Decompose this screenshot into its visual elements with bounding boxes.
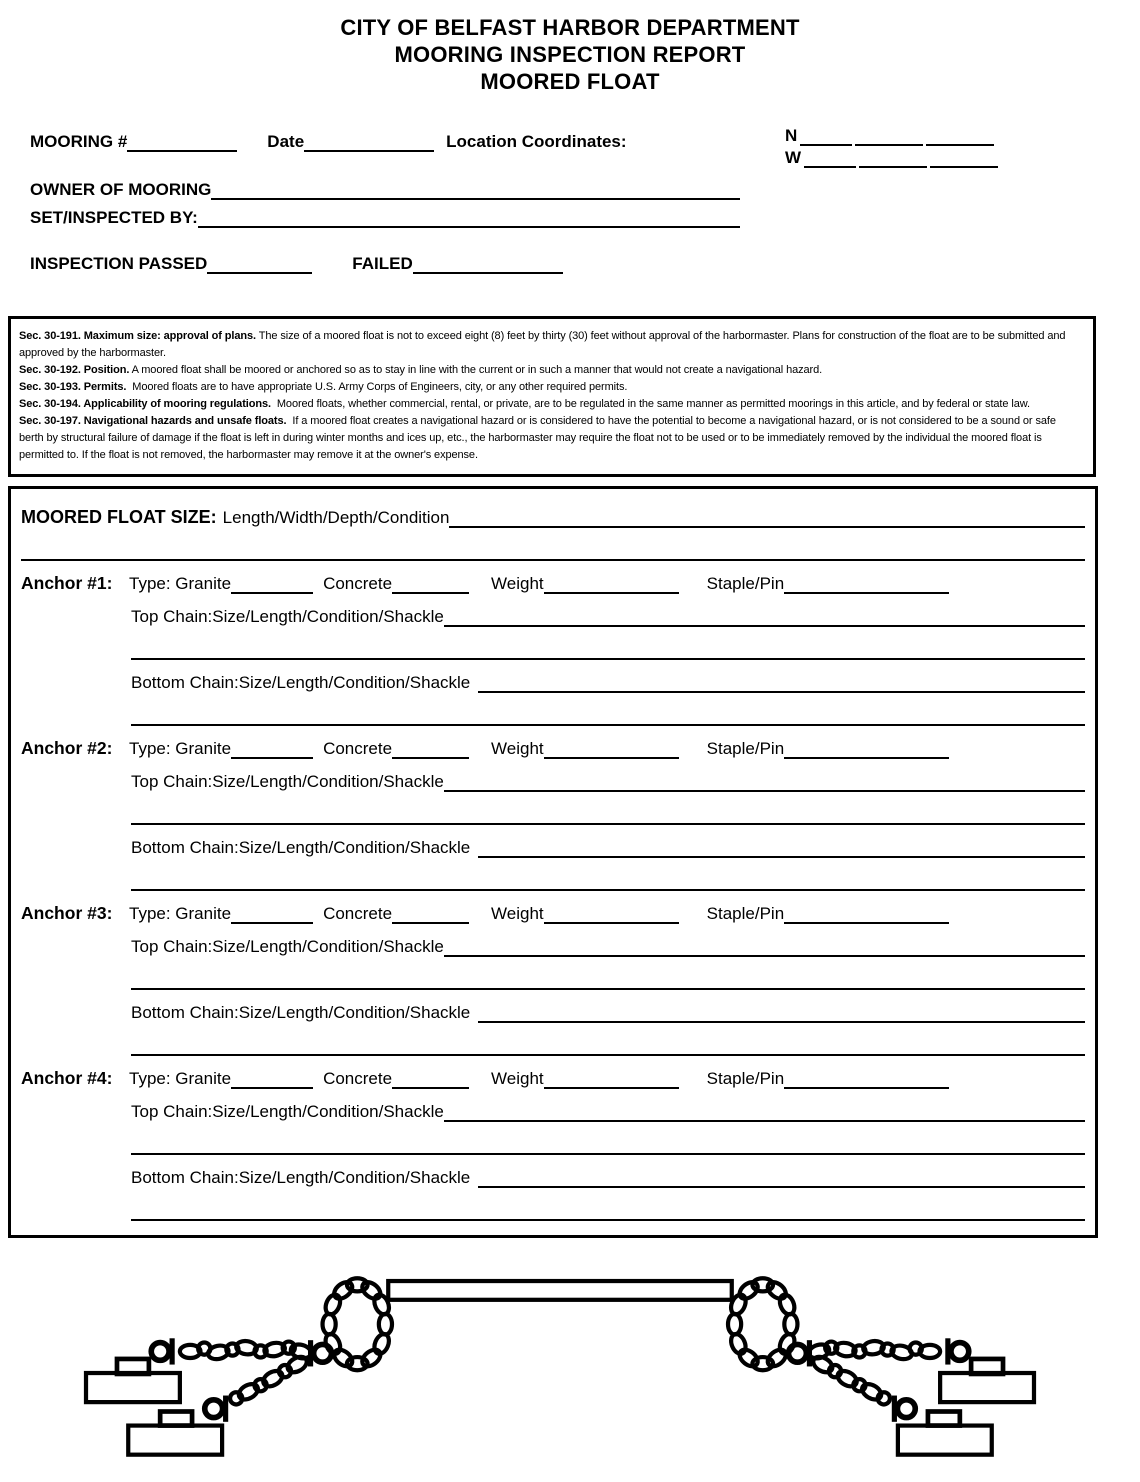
anchor1-concrete-field[interactable] — [392, 590, 469, 594]
bottom-chain-label: Bottom Chain:Size/Length/Condition/Shackle — [131, 673, 471, 692]
inspection-details-box — [8, 486, 1098, 1238]
set-inspected-by-label: SET/INSPECTED BY: — [30, 208, 198, 227]
weight-label: Weight — [491, 574, 544, 593]
inspected-by-field[interactable] — [198, 224, 740, 228]
top-chain-label: Top Chain:Size/Length/Condition/Shackle — [131, 607, 444, 626]
float-size-field[interactable] — [449, 524, 1085, 528]
coord-n-field-1[interactable] — [800, 142, 852, 146]
date-label: Date — [267, 132, 305, 151]
date-field[interactable] — [304, 148, 434, 152]
coord-w-field-1[interactable] — [804, 164, 856, 168]
staple-pin-label: Staple/Pin — [706, 904, 785, 923]
bottom-chain-label: Bottom Chain:Size/Length/Condition/Shackle — [131, 1168, 471, 1187]
anchor3-granite-field[interactable] — [231, 920, 313, 924]
top-chain-label: Top Chain:Size/Length/Condition/Shackle — [131, 1102, 444, 1121]
page-subtitle-2: MOORED FLOAT — [480, 69, 660, 94]
coord-n-field-2[interactable] — [855, 142, 923, 146]
regulation-sec-30-192: Sec. 30-192. Position. A moored float shall be moored or anchored so as to stay in line with the current or in such a manner that would not create a navigational hazard. — [19, 364, 823, 376]
regulation-sec-30-197: Sec. 30-197. Navigational hazards and unsafe floats. If a moored float creates a navigational hazard or is considered to have the potential to become a navigational hazard, or is not considered to be a sound or safe berth by structural failure of damage if the float is left in during winter months and ices up, etc., the harbormaster may require the float not to be used or to be immediately removed by the individual the moored float is permitted to. If the float is not removed, the harbormaster may remove it at the owner's expense. — [19, 415, 1056, 461]
mooring-number-label: MOORING # — [30, 132, 128, 151]
anchor-section-4 — [21, 1056, 1085, 1221]
coordinates-block — [785, 124, 998, 168]
concrete-label: Concrete — [323, 904, 393, 923]
anchor1-top-chain-field[interactable] — [444, 623, 1085, 627]
anchor2-bottom-chain-field[interactable] — [478, 854, 1085, 858]
inspection-passed-label: INSPECTION PASSED — [30, 254, 208, 273]
mooring-number-field[interactable] — [127, 148, 237, 152]
owner-field[interactable] — [211, 196, 740, 200]
right-mooring-tackle — [728, 1278, 1034, 1454]
passed-field[interactable] — [207, 270, 312, 274]
concrete-label: Concrete — [323, 574, 393, 593]
top-chain-label: Top Chain:Size/Length/Condition/Shackle — [131, 937, 444, 956]
anchor2-granite-field[interactable] — [231, 755, 313, 759]
weight-label: Weight — [491, 1069, 544, 1088]
failed-field[interactable] — [413, 270, 563, 274]
concrete-label: Concrete — [323, 1069, 393, 1088]
anchor4-top-chain-field[interactable] — [444, 1118, 1085, 1122]
anchor2-weight-field[interactable] — [544, 755, 679, 759]
anchor3-bottom-chain-field[interactable] — [478, 1019, 1085, 1023]
failed-label: FAILED — [352, 254, 413, 273]
coord-w-field-2[interactable] — [859, 164, 927, 168]
north-label: N — [785, 126, 798, 145]
anchor-section-1 — [21, 561, 1085, 726]
west-label: W — [785, 148, 802, 167]
mooring-diagram — [10, 1251, 1110, 1465]
anchor-4-label: Anchor #4: — [21, 1068, 113, 1088]
coord-n-field-3[interactable] — [926, 142, 994, 146]
regulation-sec-30-191: Sec. 30-191. Maximum size: approval of plans. The size of a moored float is not to exceed eight (8) feet by thirty (30) feet without approval of the harbormaster. Plans for construction of the float are to be submitted and approved by the harbormaster. — [19, 330, 1066, 359]
anchor4-granite-field[interactable] — [231, 1085, 313, 1089]
anchor3-top-chain-field-line2[interactable] — [131, 986, 1085, 990]
staple-pin-label: Staple/Pin — [706, 574, 785, 593]
float-size-fields-label: Length/Width/Depth/Condition — [222, 508, 450, 527]
type-granite-label: Type: Granite — [129, 574, 232, 593]
anchor4-bottom-chain-field[interactable] — [478, 1184, 1085, 1188]
anchor1-bottom-chain-field[interactable] — [478, 689, 1085, 693]
float-rect — [388, 1281, 732, 1300]
type-granite-label: Type: Granite — [129, 739, 232, 758]
bottom-chain-label: Bottom Chain:Size/Length/Condition/Shackle — [131, 838, 471, 857]
type-granite-label: Type: Granite — [129, 904, 232, 923]
anchor3-bottom-chain-field-line2[interactable] — [131, 1052, 1085, 1056]
anchor1-weight-field[interactable] — [544, 590, 679, 594]
anchor4-staple-pin-field[interactable] — [784, 1085, 949, 1089]
header-fields — [30, 128, 1110, 274]
anchor1-staple-pin-field[interactable] — [784, 590, 949, 594]
staple-pin-label: Staple/Pin — [706, 739, 785, 758]
moored-float-size-label: MOORED FLOAT SIZE: — [21, 507, 217, 527]
anchor2-concrete-field[interactable] — [392, 755, 469, 759]
weight-label: Weight — [491, 739, 544, 758]
anchor3-concrete-field[interactable] — [392, 920, 469, 924]
anchor4-concrete-field[interactable] — [392, 1085, 469, 1089]
float-size-field-line2[interactable] — [21, 557, 1085, 561]
anchor3-weight-field[interactable] — [544, 920, 679, 924]
anchor-2-label: Anchor #2: — [21, 738, 113, 758]
anchor-section-2 — [21, 726, 1085, 891]
concrete-label: Concrete — [323, 739, 393, 758]
anchor1-granite-field[interactable] — [231, 590, 313, 594]
regulations-box — [8, 316, 1096, 477]
anchor3-staple-pin-field[interactable] — [784, 920, 949, 924]
anchor1-top-chain-field-line2[interactable] — [131, 656, 1085, 660]
page-title: CITY OF BELFAST HARBOR DEPARTMENT — [340, 15, 800, 40]
anchor4-top-chain-field-line2[interactable] — [131, 1151, 1085, 1155]
type-granite-label: Type: Granite — [129, 1069, 232, 1088]
regulation-sec-30-193: Sec. 30-193. Permits. Moored floats are to have appropriate U.S. Army Corps of Engineers, city, or any other required permits. — [19, 381, 628, 393]
regulation-sec-30-194: Sec. 30-194. Applicability of mooring regulations. Moored floats, whether commercial, rental, or private, are to be regulated in the same manner as permitted moorings in this article, and by federal or state law. — [19, 398, 1030, 410]
anchor4-weight-field[interactable] — [544, 1085, 679, 1089]
bottom-chain-label: Bottom Chain:Size/Length/Condition/Shackle — [131, 1003, 471, 1022]
anchor-3-label: Anchor #3: — [21, 903, 113, 923]
anchor-1-label: Anchor #1: — [21, 573, 113, 593]
anchor2-staple-pin-field[interactable] — [784, 755, 949, 759]
anchor2-top-chain-field[interactable] — [444, 788, 1085, 792]
form-header — [0, 0, 1140, 95]
page-subtitle: MOORING INSPECTION REPORT — [394, 42, 746, 67]
anchor1-bottom-chain-field-line2[interactable] — [131, 722, 1085, 726]
anchor-section-3 — [21, 891, 1085, 1056]
weight-label: Weight — [491, 904, 544, 923]
anchor3-top-chain-field[interactable] — [444, 953, 1085, 957]
coord-w-field-3[interactable] — [930, 164, 998, 168]
anchor2-top-chain-field-line2[interactable] — [131, 821, 1085, 825]
location-coordinates-label: Location Coordinates: — [446, 132, 627, 151]
anchor4-bottom-chain-field-line2[interactable] — [131, 1217, 1085, 1221]
staple-pin-label: Staple/Pin — [706, 1069, 785, 1088]
owner-of-mooring-label: OWNER OF MOORING — [30, 180, 212, 199]
top-chain-label: Top Chain:Size/Length/Condition/Shackle — [131, 772, 444, 791]
left-mooring-tackle — [86, 1278, 392, 1454]
anchor2-bottom-chain-field-line2[interactable] — [131, 887, 1085, 891]
